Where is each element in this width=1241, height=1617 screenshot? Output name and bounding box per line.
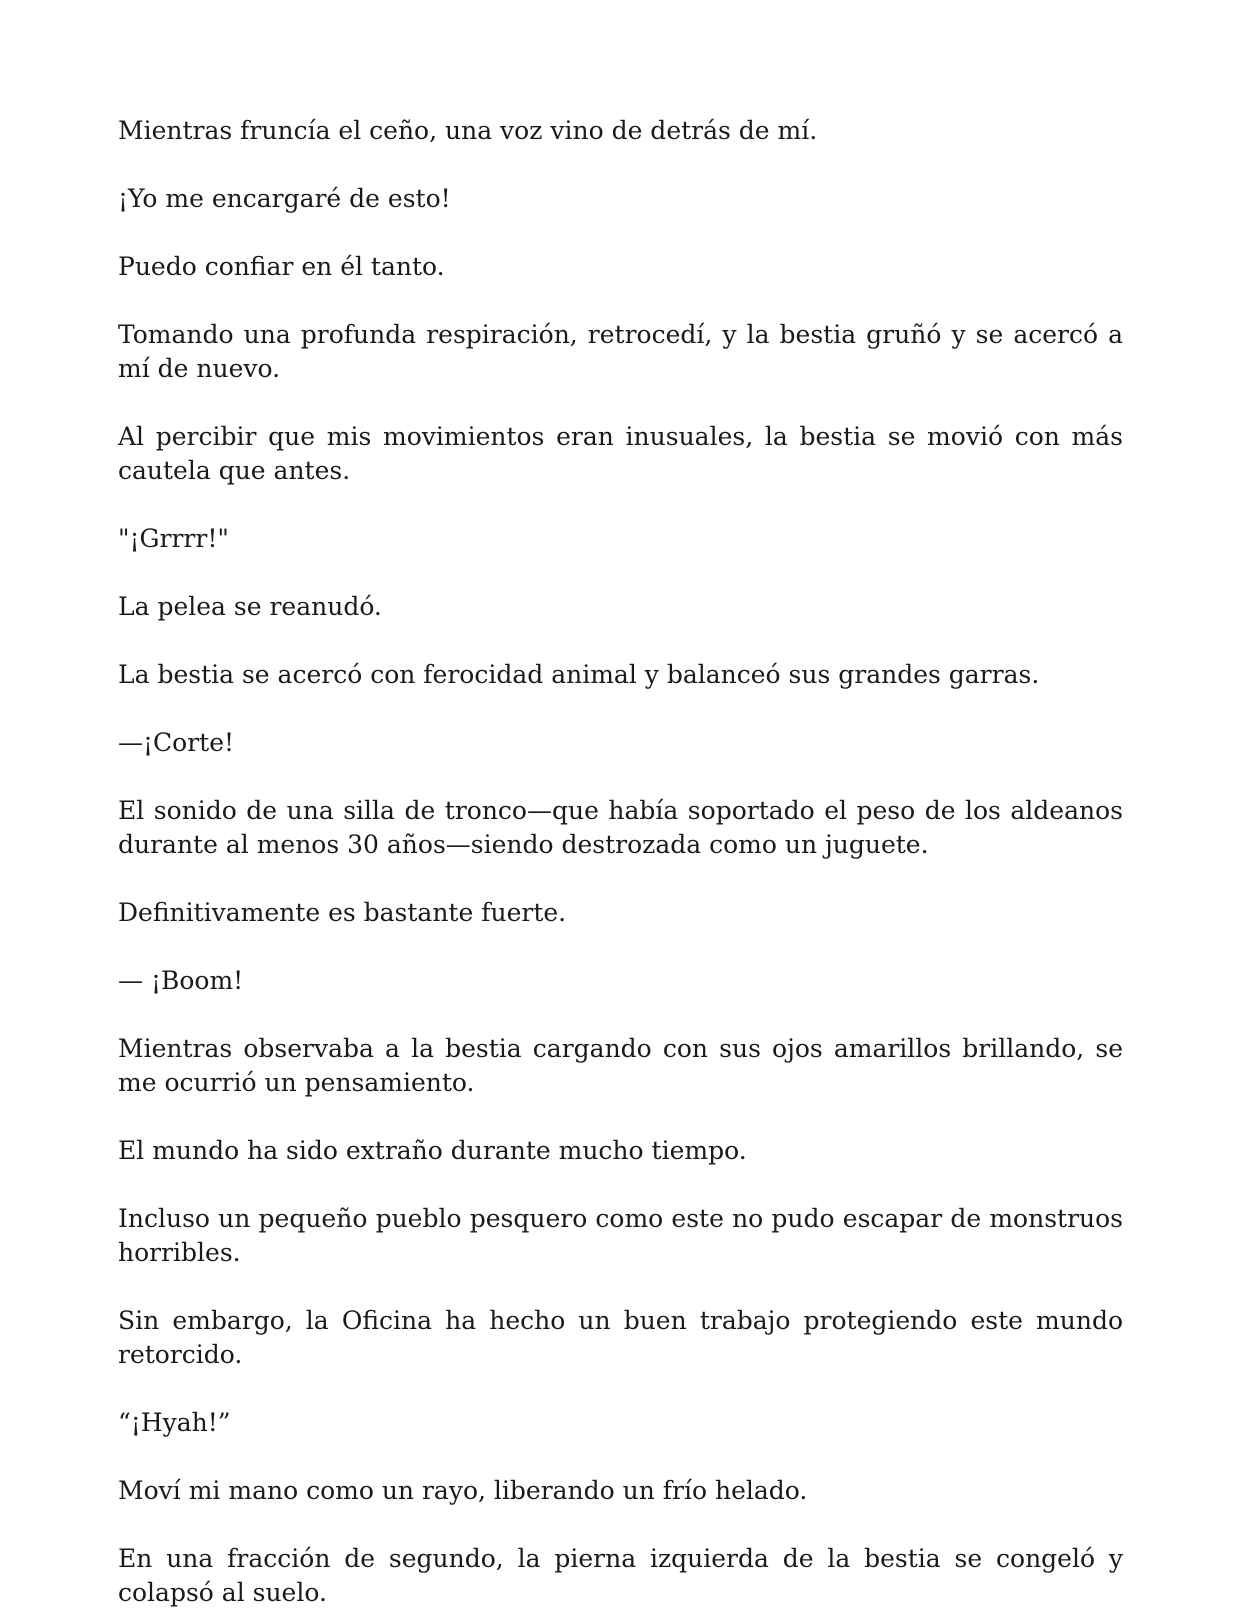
paragraph: Tomando una profunda respiración, retrocedí, y la bestia gruñó y se acercó a mí de nuevo. <box>118 320 1123 383</box>
paragraph: —¡Corte! <box>118 728 235 757</box>
paragraph: Al percibir que mis movimientos eran inusuales, la bestia se movió con más cautela que antes. <box>118 422 1123 485</box>
paragraph: "¡Grrrr!" <box>118 524 229 553</box>
paragraph: Mientras fruncía el ceño, una voz vino de detrás de mí. <box>118 116 818 145</box>
paragraph: Mientras observaba a la bestia cargando con sus ojos amarillos brillando, se me ocurrió un pensamiento. <box>118 1034 1123 1097</box>
paragraph: Moví mi mano como un rayo, liberando un frío helado. <box>118 1476 808 1505</box>
paragraph: “¡Hyah!” <box>118 1408 231 1437</box>
paragraph: Definitivamente es bastante fuerte. <box>118 898 567 927</box>
paragraph: ¡Yo me encargaré de esto! <box>118 184 451 213</box>
paragraph: El sonido de una silla de tronco—que había soportado el peso de los aldeanos durante al menos 30 años—siendo destrozada como un juguete. <box>118 796 1123 859</box>
paragraph: El mundo ha sido extraño durante mucho tiempo. <box>118 1136 747 1165</box>
paragraph: Puedo confiar en él tanto. <box>118 252 445 281</box>
paragraph: La pelea se reanudó. <box>118 592 382 621</box>
document-page <box>118 114 1123 1610</box>
paragraph: Incluso un pequeño pueblo pesquero como este no pudo escapar de monstruos horribles. <box>118 1204 1123 1267</box>
paragraph: La bestia se acercó con ferocidad animal y balanceó sus grandes garras. <box>118 660 1040 689</box>
paragraph: — ¡Boom! <box>118 966 244 995</box>
paragraph: Sin embargo, la Oficina ha hecho un buen trabajo protegiendo este mundo retorcido. <box>118 1306 1123 1369</box>
paragraph: En una fracción de segundo, la pierna izquierda de la bestia se congeló y colapsó al suelo. <box>118 1544 1123 1607</box>
